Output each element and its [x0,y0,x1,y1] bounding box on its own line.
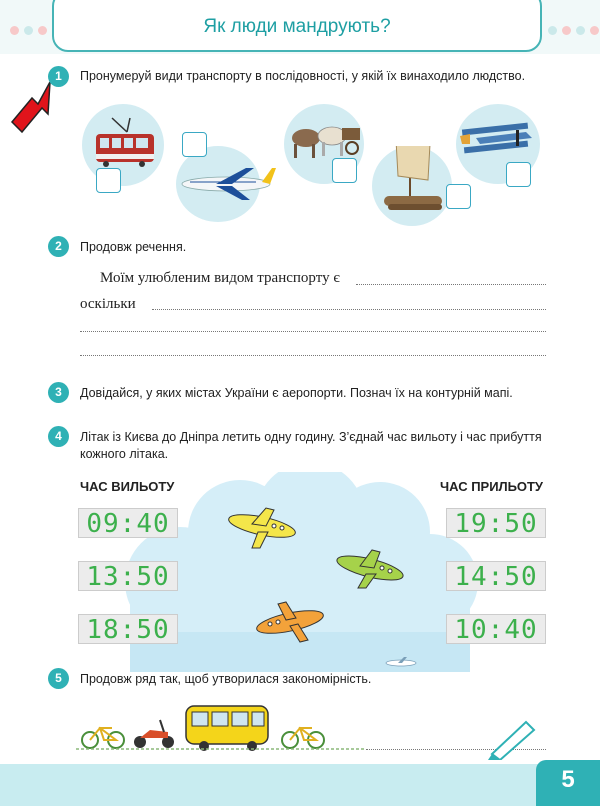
departure-heading: ЧАС ВИЛЬОТУ [80,479,175,494]
task-4-text: Літак із Києва до Дніпра летить одну годину. З’єднай час вильоту і час прибуття кожного літака. [80,430,542,461]
arrival-time-2[interactable] [446,561,546,591]
page-number: 5 [561,766,575,793]
page-title: Як люди мандрують? [203,16,391,37]
departure-time-2-value: 13:50 [86,562,170,592]
raft-icon [372,146,452,226]
departure-time-3-value: 18:50 [86,615,170,645]
arrival-time-1[interactable] [446,508,546,538]
sentence-start: Моїм улюбленим видом транспорту є [100,270,340,286]
answer-line-3[interactable] [80,331,546,332]
task-4-number: 4 [48,426,69,447]
task-1-text: Пронумеруй види транспорту в послідовності, у якій їх винаходило людство. [80,69,526,83]
sentence-continuation: оскільки [80,296,136,312]
answer-box-ox-cart[interactable] [332,158,357,183]
task-2-text: Продовж речення. [80,240,187,254]
arrival-heading: ЧАС ПРИЛЬОТУ [440,479,543,494]
airplane-circle [176,146,260,222]
answer-box-airplane[interactable] [182,132,207,157]
answer-line-2[interactable] [152,309,546,310]
arrival-time-1-value: 19:50 [454,509,538,539]
airplane-orange-icon [250,598,330,646]
arrival-time-3-value: 10:40 [454,615,538,645]
task-5-number: 5 [48,668,69,689]
airplane-green-icon [330,546,410,590]
answer-line-1[interactable] [356,284,546,285]
task-1-number: 1 [48,66,69,87]
footer-bar [0,764,600,806]
answer-box-raft[interactable] [446,184,471,209]
bicycle-icon [282,728,324,748]
pattern-row [76,700,366,752]
task-2-number: 2 [48,236,69,257]
pencil-icon [486,716,538,760]
bus-icon [186,706,268,751]
task-3-number: 3 [48,382,69,403]
raft-circle [372,146,452,226]
tram-circle [82,104,164,186]
airplane-yellow-icon [222,504,302,552]
bicycle-icon [82,728,124,748]
departure-time-1[interactable] [78,508,178,538]
arrow-icon [4,78,56,136]
answer-box-biplane[interactable] [506,162,531,187]
departure-time-2[interactable] [78,561,178,591]
tram-icon [82,104,164,186]
task-5-text: Продовж ряд так, щоб утворилася закономірність. [80,672,372,686]
arrival-time-2-value: 14:50 [454,562,538,592]
airplane-icon [176,146,286,222]
small-airplane-icon [384,656,418,670]
task-3-text: Довідайся, у яких містах України є аеропорти. Познач їх на контурній мапі. [80,386,513,400]
departure-time-1-value: 09:40 [86,509,170,539]
answer-line-4[interactable] [80,355,546,356]
departure-time-3[interactable] [78,614,178,644]
answer-box-tram[interactable] [96,168,121,193]
arrival-time-3[interactable] [446,614,546,644]
scooter-icon [134,720,174,748]
